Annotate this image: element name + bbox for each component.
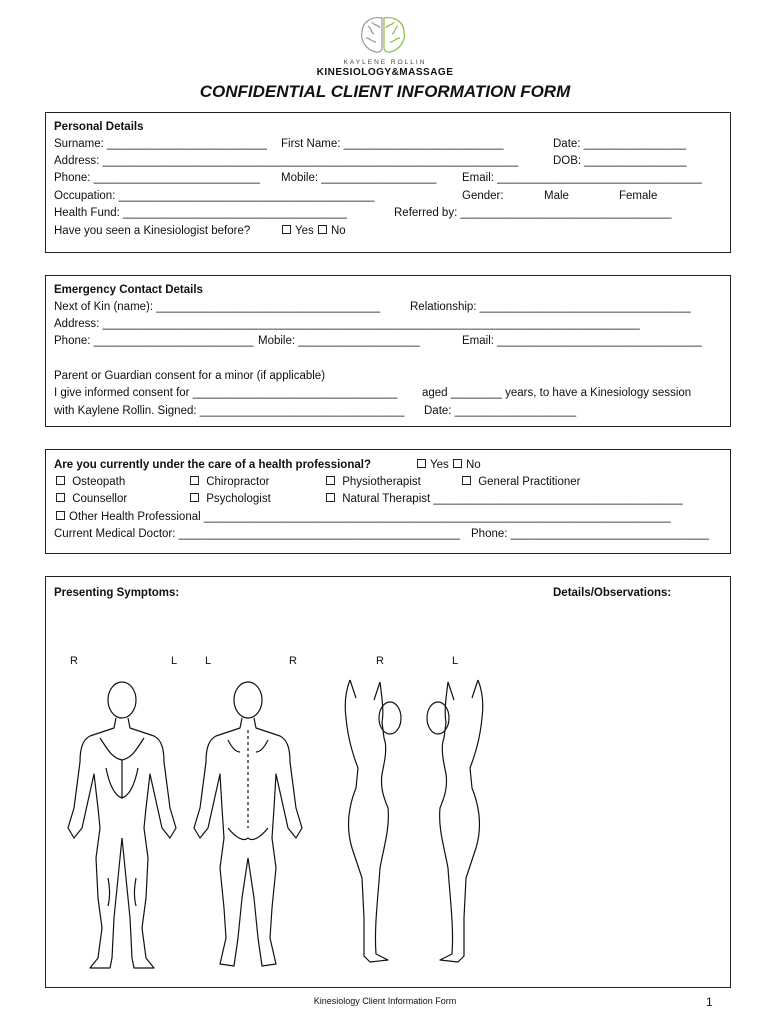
checkbox-label: General Practitioner bbox=[478, 476, 581, 488]
front-body-figure[interactable] bbox=[68, 682, 176, 968]
logo-brand-name: KINESIOLOGY&MASSAGE bbox=[316, 67, 454, 78]
referred-by-field[interactable]: Referred by: _________________________________ bbox=[394, 207, 672, 219]
emergency-email-field[interactable]: Email: ________________________________ bbox=[462, 335, 702, 347]
body-chart-diagram[interactable] bbox=[60, 678, 500, 974]
occupation-field[interactable]: Occupation: ________________________________________ bbox=[54, 190, 375, 202]
checkbox-icon bbox=[462, 476, 471, 485]
consent-name-field[interactable]: I give informed consent for ________________________________ bbox=[54, 387, 398, 399]
natural-therapist-checkbox[interactable] bbox=[326, 491, 683, 508]
checkbox-icon bbox=[190, 493, 199, 502]
checkbox-icon bbox=[190, 476, 199, 485]
gender-label: Gender: bbox=[462, 190, 504, 202]
seen-before-no-checkbox[interactable] bbox=[318, 223, 346, 240]
checkbox-icon bbox=[282, 225, 291, 234]
checkbox-icon bbox=[453, 459, 462, 468]
back-body-figure[interactable] bbox=[194, 682, 302, 966]
emergency-phone-field[interactable]: Phone: _________________________ bbox=[54, 335, 254, 347]
checkbox-icon bbox=[56, 511, 65, 520]
consent-heading: Parent or Guardian consent for a minor (if applicable) bbox=[54, 370, 326, 382]
checkbox-label: Osteopath bbox=[72, 476, 126, 488]
gender-male-option[interactable]: Male bbox=[544, 190, 569, 202]
emergency-heading: Emergency Contact Details bbox=[54, 284, 203, 296]
side-left-label: L bbox=[452, 655, 459, 667]
emergency-address-field[interactable]: Address: ____________________________________________________________________________________ bbox=[54, 318, 640, 330]
doctor-phone-field[interactable]: Phone: _______________________________ bbox=[471, 528, 709, 540]
psychologist-checkbox[interactable] bbox=[190, 491, 271, 508]
checkbox-icon bbox=[326, 493, 335, 502]
checkbox-icon bbox=[56, 493, 65, 502]
current-doctor-field[interactable]: Current Medical Doctor: ____________________________________________ bbox=[54, 528, 461, 540]
consent-date-field[interactable]: Date: ___________________ bbox=[424, 405, 577, 417]
surname-field[interactable]: Surname: _________________________ bbox=[54, 138, 267, 150]
page-title: CONFIDENTIAL CLIENT INFORMATION FORM bbox=[199, 82, 571, 101]
relationship-field[interactable]: Relationship: _________________________________ bbox=[410, 301, 691, 313]
back-left-label: L bbox=[205, 655, 212, 667]
checkbox-icon bbox=[326, 476, 335, 485]
checkbox-label: Psychologist bbox=[206, 493, 271, 505]
personal-details-heading: Personal Details bbox=[54, 121, 144, 133]
front-left-label: L bbox=[171, 655, 178, 667]
left-side-body-figure[interactable] bbox=[427, 680, 483, 962]
seen-before-yes-checkbox[interactable] bbox=[282, 223, 314, 240]
seen-kinesiologist-question: Have you seen a Kinesiologist before? bbox=[54, 225, 251, 237]
counsellor-checkbox[interactable] bbox=[56, 491, 127, 508]
checkbox-label: Physiotherapist bbox=[342, 476, 421, 488]
date-field[interactable]: Date: ________________ bbox=[553, 138, 687, 150]
checkbox-label: Natural Therapist _______________________________________ bbox=[342, 493, 683, 505]
back-right-label: R bbox=[289, 655, 297, 667]
email-field[interactable]: Email: ________________________________ bbox=[462, 172, 702, 184]
checkbox-label: No bbox=[466, 459, 481, 471]
logo-tagline: KAYLENE ROLLIN bbox=[343, 59, 427, 66]
side-right-label: R bbox=[376, 655, 384, 667]
checkbox-icon bbox=[56, 476, 65, 485]
checkbox-label: No bbox=[331, 225, 346, 237]
checkbox-label: Chiropractor bbox=[206, 476, 270, 488]
gp-checkbox[interactable] bbox=[462, 474, 580, 491]
health-fund-field[interactable]: Health Fund: ___________________________________ bbox=[54, 207, 347, 219]
physiotherapist-checkbox[interactable] bbox=[326, 474, 421, 491]
consent-age-field[interactable]: aged ________ years, to have a Kinesiology session bbox=[422, 387, 692, 399]
chiropractor-checkbox[interactable] bbox=[190, 474, 269, 491]
health-no-checkbox[interactable] bbox=[453, 457, 481, 474]
osteopath-checkbox[interactable] bbox=[56, 474, 125, 491]
details-observations-heading: Details/Observations: bbox=[553, 587, 672, 599]
next-of-kin-field[interactable]: Next of Kin (name): ___________________________________ bbox=[54, 301, 381, 313]
emergency-mobile-field[interactable]: Mobile: ___________________ bbox=[258, 335, 420, 347]
checkbox-label: Yes bbox=[430, 459, 449, 471]
health-yes-checkbox[interactable] bbox=[417, 457, 449, 474]
footer-text: Kinesiology Client Information Form bbox=[313, 996, 457, 1006]
mobile-field[interactable]: Mobile: __________________ bbox=[281, 172, 437, 184]
page-number: 1 bbox=[706, 995, 713, 1009]
checkbox-icon bbox=[318, 225, 327, 234]
dob-field[interactable]: DOB: ________________ bbox=[553, 155, 687, 167]
checkbox-icon bbox=[417, 459, 426, 468]
other-professional-checkbox[interactable] bbox=[56, 509, 671, 526]
phone-field[interactable]: Phone: __________________________ bbox=[54, 172, 260, 184]
checkbox-label: Yes bbox=[295, 225, 314, 237]
first-name-field[interactable]: First Name: _________________________ bbox=[281, 138, 504, 150]
address-field[interactable]: Address: _________________________________________________________________ bbox=[54, 155, 519, 167]
right-side-body-figure[interactable] bbox=[345, 680, 401, 962]
front-right-label: R bbox=[70, 655, 78, 667]
consent-signature-field[interactable]: with Kaylene Rollin. Signed: ________________________________ bbox=[54, 405, 405, 417]
health-professional-question: Are you currently under the care of a health professional? bbox=[54, 459, 371, 471]
checkbox-label: Counsellor bbox=[72, 493, 128, 505]
checkbox-label: Other Health Professional _________________________________________________________________________ bbox=[69, 511, 671, 523]
symptoms-heading: Presenting Symptoms: bbox=[54, 587, 180, 599]
gender-female-option[interactable]: Female bbox=[619, 190, 658, 202]
brain-logo-icon bbox=[358, 14, 408, 58]
